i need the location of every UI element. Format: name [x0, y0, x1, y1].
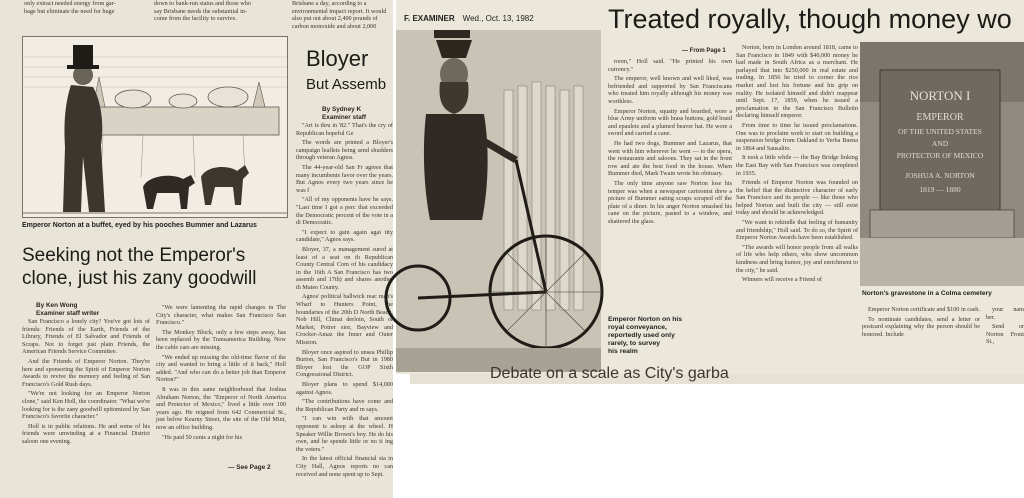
- fragment-line: say Brisbane needs the substantial in-: [154, 7, 247, 15]
- paragraph: He had two dogs, Bummer and Lazarus, that went with him wherever he went — to the opera, the restaurants and saloons. They sat in the front row and ate the best food in the house. When Bummer died, Mark Twain wrote his obituary.: [608, 139, 732, 178]
- left-article-col2: [156, 304, 286, 443]
- paragraph: "We're not looking for an Emperor Norton clone," said Ken Holl, the coordinator. "What we're looking for is the zany goodwill epitomized by San Francisco's favorite character.": [22, 390, 150, 421]
- bicycle-photo-caption: [608, 316, 682, 356]
- top-fragment-col1: [24, 0, 152, 15]
- paragraph: Norton, born in London around 1818, came to San Francisco in 1849 with $40,000 money he had made in South Africa as a merchant. He parlayed that into $250,000 in real estate and trading. In 1856 he tried to corner the rice market and lost his fortune and his grip on reality. He isolated himself and didn't reappear until Sept. 17, 1859, when he issued a proclamation in the San Francisco Bulletin declaring himself emperor.: [736, 44, 858, 120]
- grave-line: EMPEROR: [916, 112, 964, 123]
- caption-line: Emperor Norton on his: [608, 316, 683, 323]
- paragraph: And the Friends of Emperor Norton. They're here and sponsoring the Spirit of Emperor Norton Awards to revive the memory and feeling of San Francisco's Gold Rush days.: [22, 357, 150, 388]
- paragraph: It took a little while — the Bay Bridge linking the East Bay with San Francisco was completed in 1935.: [736, 154, 858, 177]
- emperor-buffet-illustration: [22, 36, 288, 218]
- top-fragment-col2: [154, 0, 288, 23]
- paragraph: It was in this same neighborhood that Joshua Abraham Norton, the "Emperor of North America and Protector of Mexico," lived a little over 100 years ago. He reigned from 642 Commercial St., just below Kearny Street, the site of the Old Mint, now an office building.: [156, 385, 286, 431]
- paragraph: Agnos' political ballwick reac man's Wharf to Hunters Point, the boundaries of the 20th D North Beach, Nob Hill, Chinat derloin, South of Market, Potrer sior, Bayview and Crocker-Amaz the Inner and Outer Mission.: [296, 293, 393, 347]
- byline-name: By Ken Wong: [36, 302, 78, 309]
- right-article-col2: [736, 44, 858, 286]
- paragraph: Friends of Emperor Norton was founded on the belief that the distinctive character of early San Francisco and its people — like those who helped Norton and built the city — still exist today and should be acknowledged.: [736, 179, 858, 217]
- caption-line: rarely, to survey: [608, 340, 661, 347]
- paragraph: Winners will receive a Friend of: [742, 276, 822, 284]
- fragment-line: carbon monoxide and about 2,000: [292, 22, 377, 30]
- paragraph: "Art is thru in '82." That's the cry of Republican hopeful Ge: [296, 122, 393, 137]
- fragment-line: Brisbane a day, according to a: [292, 0, 367, 7]
- caption-line: reportedly used only: [608, 332, 675, 339]
- right-article-col4: [986, 306, 1024, 348]
- gravestone-photo: [860, 42, 1024, 286]
- grave-name: NORTON I: [909, 88, 971, 103]
- gravestone-image: [860, 42, 1024, 286]
- byline-name: By Sydney K: [322, 106, 362, 113]
- paragraph: Bloyer plans to spend $14,000 against Agnos.: [296, 381, 393, 396]
- grave-line: JOSHUA A. NORTON: [905, 171, 975, 180]
- gravestone-caption: Norton's gravestone in a Colma cemetery: [862, 290, 992, 297]
- paragraph: "All of my opponents have he says. "Last time I got a perc that exceeded the Democratic percent of the vote in a di Democratic.: [296, 196, 393, 227]
- paragraph: Send or Norton Front St.,: [986, 323, 1024, 346]
- bottom-headline-fragment: [410, 365, 1024, 384]
- left-headline: Seeking not the Emperor's clone, just his zany goodwill: [22, 245, 257, 289]
- left-article-col1: [22, 318, 150, 448]
- paragraph: "We were lamenting the rapid changes in The City's character, what makes San Francisco San Francisco.": [156, 304, 286, 327]
- bicycle-image: [396, 30, 601, 372]
- top-fragment-col3: [292, 0, 392, 30]
- masthead-date: Wed., Oct. 13, 1982: [462, 14, 534, 23]
- paragraph: The emperor, well known and well liked, was befriended and supported by San Franciscans who treated him royally although his money was worthless.: [608, 75, 732, 105]
- paragraph: The Monkey Block, only a few steps away, has been replaced by the Transamerica Building. Now the cable cars are missing.: [156, 328, 286, 351]
- paragraph: From time to time he issued proclamations. One was to proclaim work to start on building a suspension bridge from Oakland to Yerba Buena in 1864 and Sausalito.: [736, 121, 858, 152]
- fragment-line: down to bank-run status and those who: [154, 0, 251, 7]
- byline-role: Examiner staff writer: [36, 309, 100, 317]
- right-article-col1: [608, 58, 732, 227]
- paragraph: your nam ber.: [986, 306, 1024, 321]
- paragraph: Emperor Norton, squatty and bearded, wore a blue Army uniform with brass buttons, gold braid and epaulets and a plumed beaver hat. He wore a sword and carried a cane.: [608, 107, 732, 138]
- masthead-paper: F. EXAMINER: [404, 14, 455, 23]
- paragraph: room," Holl said. "He printed his own currency.": [608, 58, 732, 73]
- paragraph: San Francisco a lonely city? You've got lots of friends: Friends of the Earth, Friends of the Library, Friends of El Salvador and Friends of Scraps. Not to forget just plain Friends, the American Friends Service Committee.: [22, 318, 150, 356]
- bloyer-article-col: [296, 122, 393, 480]
- engraving-image: [23, 37, 287, 217]
- paragraph: Holl is in public relations. He and some of his friends were unwinding at a Financial District saloon one evening.: [22, 422, 150, 445]
- right-headline: Treated royally, though money wo: [608, 4, 1012, 34]
- paragraph: "We ended up missing the old-time flavor of the city and wanted to bring a little of it back," Holl added. "And who can do a better job than Emperor Norton?": [156, 353, 286, 384]
- fragment-line: come from the facility to survive.: [154, 15, 237, 23]
- paragraph: The only time anyone saw Norton lose his temper was when a newspaper cartoonist drew a picture of Bummer eating scraps scraped off the plate of a diner. In his anger Norton smashed his cane on the picture, pasted to a window, and shattered the glass.: [608, 179, 732, 225]
- bloyer-subheadline: But Assemb: [306, 76, 387, 93]
- paragraph: "The contributions have come and the Republican Party and m says.: [296, 398, 393, 413]
- paragraph: "We want to rekindle that feeling of humanity and friendship," Holl said. To do so, the Spirit of Emperor Norton Awards have been established.: [736, 219, 858, 242]
- paragraph: "I expect to gain again agai tity candidate," Agnos says.: [296, 228, 393, 244]
- caption-line: royal conveyance,: [608, 324, 667, 331]
- paragraph: Bloyer, 37, a management sured at least of a seat on th Republican County Central Com of his candidacy in the 16th A San Francisco has two assemb and 17th) and shares another th Mateo County.: [296, 245, 393, 291]
- emperor-bicycle-photo: [396, 30, 601, 372]
- fragment-line: also put out about 2,400 pounds of: [292, 15, 378, 23]
- from-page-jump: — From Page 1: [682, 48, 726, 54]
- grave-line: AND: [931, 139, 949, 148]
- right-clipping: [396, 0, 1024, 374]
- fragment-line: only extract needed energy from gar-: [24, 0, 116, 7]
- paragraph: "The awards will honor people from all walks of life who help others, who show uncommon kindness and bring humor, joy and enrichment to the city," he said.: [736, 243, 858, 274]
- right-article-col3: [862, 306, 980, 340]
- paragraph: Emperor Norton certificate and $100 in cash.: [868, 306, 980, 313]
- paragraph: To nominate candidates, send a letter or postcard explaining why the person should be honored. Include: [862, 315, 980, 338]
- left-clipping: [0, 0, 393, 498]
- paragraph: "I can win with that amount opponent is asleep at the wheel. H Speaker Willie Brown's boy. He do his own, and he spends little or no ti ing the voters.": [296, 415, 393, 453]
- bloyer-byline: [322, 106, 366, 121]
- masthead: [404, 14, 534, 23]
- byline-role: Examiner staff: [322, 113, 367, 121]
- bloyer-headline: Bloyer: [306, 46, 369, 71]
- cut-off-headline: Debate on a scale as City's garba: [490, 365, 729, 382]
- fragment-line: bage but eliminate the need for huge: [24, 7, 115, 15]
- paragraph: In the latest official financial sta in City Hall, Agnos reports no can received and none spent up to Sept.: [296, 455, 393, 478]
- buffet-photo-caption: Emperor Norton at a buffet, eyed by his pooches Bummer and Lazarus: [22, 222, 257, 229]
- see-page-jump: — See Page 2: [228, 464, 271, 471]
- left-byline: [36, 302, 99, 317]
- paragraph: The words are printed a Bloyer's campaign leaflets being send shudders through veteran Agnos.: [296, 139, 393, 162]
- grave-line: OF THE UNITED STATES: [898, 127, 982, 136]
- grave-line: PROTECTOR OF MEXICO: [896, 151, 984, 160]
- paragraph: The 44-year-old San Fr agrees that many incumbents favor over the years. But Agnos every two years since he was f: [296, 163, 393, 194]
- caption-line: his realm: [608, 348, 638, 355]
- paragraph: Bloyer once aspired to unsea Phillip Burton, San Francisco's But in 1980 Bloyer lost the GOP Sixth Congressional District.: [296, 348, 393, 379]
- paragraph: "He paid 50 cents a night for his: [162, 433, 243, 441]
- grave-line: 1819 — 1880: [919, 185, 961, 194]
- fragment-line: environmental impact report. It would: [292, 7, 387, 15]
